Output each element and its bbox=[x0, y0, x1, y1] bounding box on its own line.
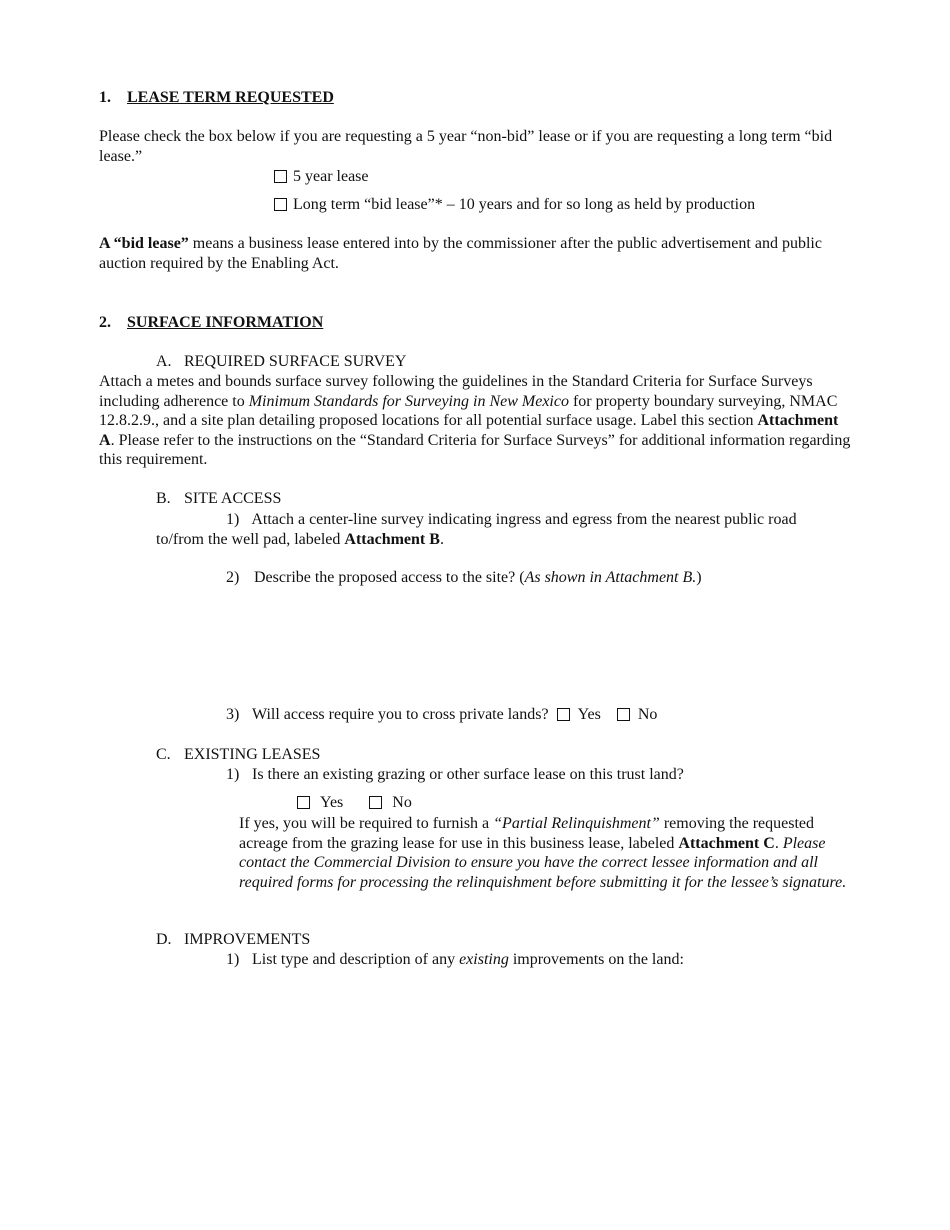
note-partial-relinquishment: “Partial Relinquishment” bbox=[493, 815, 660, 832]
bid-lease-definition-text: means a business lease entered into by the commissioner after the public advertisement and public auction required by the Enabling Act. bbox=[99, 235, 822, 272]
subsection-b-label: B. bbox=[156, 490, 171, 507]
existing-leases-item-1-text: Is there an existing grazing or other surface lease on this trust land? bbox=[252, 766, 684, 783]
option-bid-lease[interactable] bbox=[274, 195, 755, 215]
site-access-item-1 bbox=[156, 510, 846, 549]
grazing-lease-yes-label: Yes bbox=[320, 794, 344, 811]
grazing-lease-yes-option[interactable] bbox=[297, 794, 343, 811]
checkbox-5-year-lease[interactable] bbox=[274, 170, 287, 183]
improvements-existing: existing bbox=[459, 951, 509, 968]
site-access-attachment-b: Attachment B bbox=[344, 530, 440, 548]
survey-text-1: Attach a metes and bounds surface survey following the guidelines in the Standard Criteria for Surface Surveys including adherence to bbox=[99, 373, 813, 410]
site-access-item-1-period: . bbox=[439, 530, 444, 548]
improvements-item-1-text: List type and description of any bbox=[252, 951, 460, 968]
note-text-1: If yes, you will be required to furnish a bbox=[239, 815, 494, 832]
subsection-d-label: D. bbox=[156, 931, 172, 948]
subsection-a-heading bbox=[156, 352, 406, 372]
private-lands-no-option[interactable] bbox=[617, 706, 658, 723]
option-bid-lease-label: Long term “bid lease”* – 10 years and for so long as held by production bbox=[293, 196, 756, 213]
site-access-item-1-number: 1) bbox=[226, 511, 240, 528]
option-5-year-lease-label: 5 year lease bbox=[293, 168, 369, 185]
survey-text-3: . Please refer to the instructions on the “Standard Criteria for Surface Surveys” for additional information regarding this requirement. bbox=[99, 431, 851, 468]
improvements-item-1-number: 1) bbox=[226, 951, 240, 968]
note-contact-instruction: Please contact the Commercial Division to ensure you have the correct lessee information and all required forms for processing the relinquishment before submitting it for the lessee’s signature. bbox=[239, 834, 847, 891]
private-lands-yes-label: Yes bbox=[577, 706, 601, 723]
surface-survey-paragraph bbox=[99, 372, 851, 470]
grazing-lease-options bbox=[297, 793, 412, 813]
section-2-title: SURFACE INFORMATION bbox=[127, 314, 324, 331]
improvements-item-1-text-end: improvements on the land: bbox=[508, 951, 684, 968]
improvements-item-1 bbox=[226, 950, 684, 970]
survey-text-standards: Minimum Standards for Surveying in New Mexico bbox=[248, 392, 569, 410]
subsection-b-title: SITE ACCESS bbox=[184, 490, 282, 507]
checkbox-bid-lease[interactable] bbox=[274, 198, 287, 211]
survey-text-attachment-a: Attachment A bbox=[99, 412, 839, 449]
subsection-d-heading bbox=[156, 930, 310, 950]
grazing-lease-yes-checkbox[interactable] bbox=[297, 796, 310, 809]
site-access-item-2-close: ) bbox=[696, 569, 702, 586]
option-5-year-lease[interactable] bbox=[274, 167, 369, 187]
subsection-d-title: IMPROVEMENTS bbox=[184, 931, 311, 948]
relinquishment-note bbox=[239, 814, 859, 892]
subsection-c-heading bbox=[156, 745, 320, 765]
site-access-item-2-number: 2) bbox=[226, 569, 240, 586]
section-1-instruction: Please check the box below if you are requesting a 5 year “non-bid” lease or if you are requesting a long term “bid lease.” bbox=[99, 128, 833, 165]
grazing-lease-no-checkbox[interactable] bbox=[369, 796, 382, 809]
existing-leases-item-1-number: 1) bbox=[226, 766, 240, 783]
site-access-item-3 bbox=[226, 705, 657, 725]
note-period: . bbox=[774, 834, 779, 852]
note-text-2: removing the requested acreage from the grazing lease for use in this business lease, labeled bbox=[239, 815, 814, 852]
existing-leases-item-1 bbox=[226, 765, 684, 785]
section-1-number: 1. bbox=[99, 89, 111, 106]
subsection-c-label: C. bbox=[156, 746, 171, 763]
subsection-a-title: REQUIRED SURFACE SURVEY bbox=[184, 353, 407, 370]
grazing-lease-no-label: No bbox=[392, 794, 412, 811]
private-lands-no-label: No bbox=[637, 706, 658, 723]
private-lands-no-checkbox[interactable] bbox=[617, 708, 630, 721]
site-access-item-1-text: Attach a center-line survey indicating ingress and egress from the nearest public road to/from the well pad, labeled bbox=[156, 511, 797, 548]
grazing-lease-no-option[interactable] bbox=[369, 794, 412, 811]
survey-text-2: for property boundary surveying, NMAC 12.8.2.9., and a site plan detailing proposed locations for all potential surface usage. Label this section bbox=[99, 392, 838, 429]
bid-lease-definition bbox=[99, 234, 851, 273]
subsection-a-label: A. bbox=[156, 353, 172, 370]
private-lands-yes-checkbox[interactable] bbox=[557, 708, 570, 721]
subsection-c-title: EXISTING LEASES bbox=[184, 746, 321, 763]
site-access-item-2 bbox=[226, 568, 702, 588]
site-access-item-3-number: 3) bbox=[226, 706, 240, 723]
site-access-item-3-text: Will access require you to cross private lands? bbox=[252, 706, 549, 723]
section-1-title: LEASE TERM REQUESTED bbox=[127, 89, 334, 106]
site-access-item-2-italic: As shown in Attachment B. bbox=[524, 569, 697, 586]
section-2-number: 2. bbox=[99, 314, 111, 331]
section-1-heading bbox=[99, 88, 334, 108]
subsection-b-heading bbox=[156, 489, 281, 509]
bid-lease-term: A “bid lease” bbox=[99, 235, 189, 252]
private-lands-yes-option[interactable] bbox=[557, 706, 601, 723]
section-2-heading bbox=[99, 313, 323, 333]
site-access-item-2-text: Describe the proposed access to the site? ( bbox=[254, 569, 525, 586]
note-attachment-c: Attachment C bbox=[678, 834, 775, 852]
